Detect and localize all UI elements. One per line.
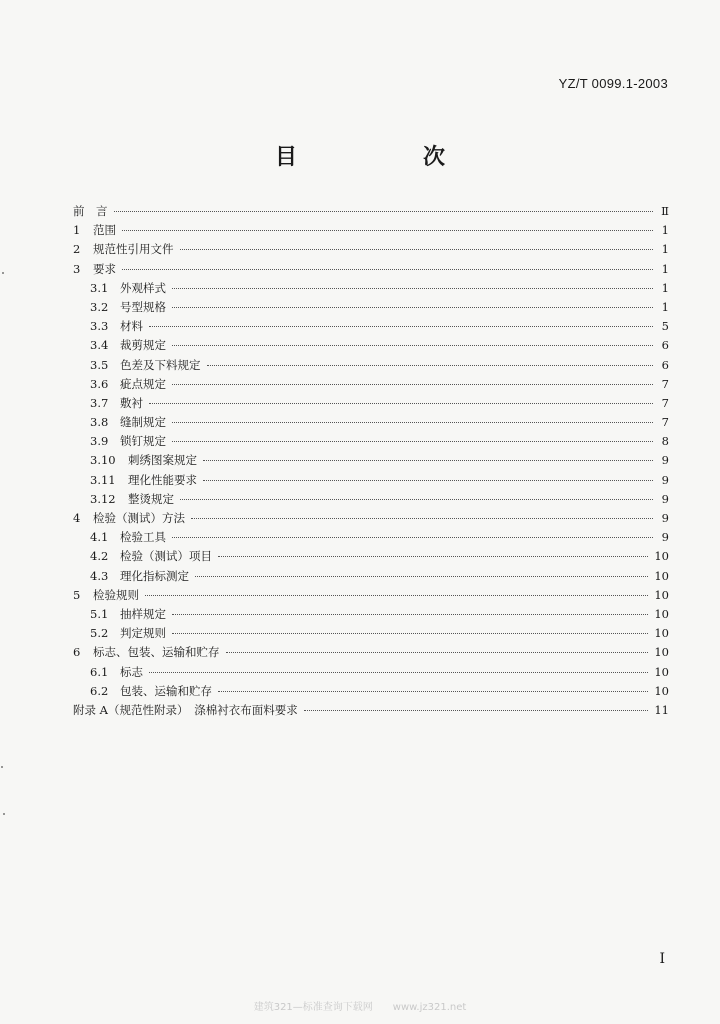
toc-dot-leader — [195, 576, 648, 577]
scan-speck — [3, 813, 5, 815]
scan-speck — [1, 766, 3, 768]
toc-entry-page: 9 — [661, 491, 669, 506]
toc-entry-page: 10 — [654, 645, 669, 660]
toc-entry[interactable] — [73, 336, 669, 355]
toc-dot-leader — [149, 326, 653, 327]
toc-entry[interactable] — [73, 375, 669, 394]
toc-entry-page: 9 — [661, 530, 669, 545]
toc-entry[interactable] — [73, 567, 669, 586]
toc-entry-title: 判定规则 — [120, 626, 166, 641]
toc-entry-number: 3.4 — [90, 338, 109, 353]
toc-entry[interactable] — [73, 509, 669, 528]
toc-entry-page: 1 — [661, 280, 669, 295]
toc-entry-title: 要求 — [93, 261, 116, 276]
toc-entry-number: 6.1 — [90, 664, 109, 679]
toc-entry-title: 材料 — [120, 319, 143, 334]
toc-entry-page: 7 — [661, 395, 669, 410]
toc-entry-number: 3.5 — [90, 357, 109, 372]
toc-dot-leader — [172, 422, 653, 423]
toc-entry[interactable] — [73, 356, 669, 375]
toc-entry-title: 裁剪规定 — [120, 338, 166, 353]
toc-entry-title: 色差及下料规定 — [120, 357, 201, 372]
toc-entry-page: 10 — [654, 664, 669, 679]
toc-entry-number: 3 — [73, 261, 81, 276]
toc-entry-title: 刺绣图案规定 — [128, 453, 197, 468]
toc-entry-title: 缝制规定 — [120, 415, 166, 430]
toc-dot-leader — [172, 307, 653, 308]
toc-entry[interactable] — [73, 586, 669, 605]
toc-entry-title: 敷衬 — [120, 395, 143, 410]
toc-entry-page: 9 — [661, 511, 669, 525]
toc-entry-page: 10 — [654, 549, 669, 564]
toc-entry-page: 10 — [654, 587, 669, 602]
toc-entry-number: 5.2 — [90, 626, 109, 641]
toc-dot-leader — [218, 691, 648, 692]
toc-entry-title: 检验（测试）项目 — [120, 549, 212, 564]
toc-entry-title: 检验（测试）方法 — [93, 511, 185, 525]
toc-dot-leader — [203, 480, 653, 481]
toc-entry-title: 标志、包装、运输和贮存 — [93, 645, 220, 660]
toc-entry-page: 7 — [661, 376, 669, 391]
toc-dot-leader — [218, 556, 648, 557]
page-title: 目 次 — [274, 144, 497, 170]
toc-entry-number: 5.1 — [90, 606, 109, 621]
toc-entry-number: 3.6 — [90, 376, 109, 391]
toc-entry-number: 3.8 — [90, 415, 109, 430]
toc-entry[interactable] — [73, 298, 669, 317]
toc-dot-leader — [172, 633, 648, 634]
toc-entry[interactable] — [73, 490, 669, 509]
toc-entry-number: 3.1 — [90, 280, 109, 295]
toc-entry[interactable] — [73, 260, 669, 279]
toc-entry-title: 外观样式 — [120, 280, 166, 295]
watermark: 建筑321—标准查询下载网 www.jz321.net — [253, 1002, 467, 1013]
toc-dot-leader — [172, 614, 648, 615]
toc-dot-leader — [149, 672, 648, 673]
toc-entry-page: 9 — [661, 453, 669, 468]
toc-entry-page: 1 — [661, 299, 669, 314]
toc-entry-title: 抽样规定 — [120, 606, 166, 621]
toc-dot-leader — [172, 288, 653, 289]
toc-entry-title: 范围 — [93, 223, 116, 238]
toc-entry[interactable] — [73, 279, 669, 298]
toc-entry-number: 1 — [73, 223, 81, 238]
toc-entry-title: 标志 — [120, 664, 143, 679]
toc-entry-page: 6 — [661, 338, 669, 353]
toc-entry-title: 包装、运输和贮存 — [120, 683, 212, 698]
toc-entry-number: 3.11 — [90, 472, 116, 487]
toc-entry-title: 疵点规定 — [120, 376, 166, 391]
toc-entry-page: 10 — [654, 606, 669, 621]
toc-entry-number: 4 — [73, 511, 81, 525]
toc-entry-page: 9 — [661, 472, 669, 487]
toc-entry[interactable] — [73, 605, 669, 624]
toc-entry-number: 6.2 — [90, 683, 109, 698]
standard-code: YZ/T 0099.1-2003 — [558, 76, 668, 91]
toc-entry-page: 10 — [654, 626, 669, 641]
toc-dot-leader — [149, 403, 653, 404]
toc-dot-leader — [172, 537, 653, 538]
toc-entry-title: 锁钉规定 — [120, 434, 166, 449]
toc-dot-leader — [114, 211, 654, 212]
toc-entry-title: 附录 A（规范性附录） 涤棉衬衣布面料要求 — [73, 702, 298, 717]
toc-entry[interactable] — [73, 451, 669, 470]
toc-dot-leader — [145, 595, 648, 596]
toc-entry-page: 1 — [661, 242, 669, 257]
toc-entry-number: 3.2 — [90, 299, 109, 314]
toc-entry[interactable] — [73, 547, 669, 566]
toc-entry-page: 11 — [654, 702, 669, 717]
toc-entry-page: 8 — [661, 434, 669, 449]
toc-entry[interactable] — [73, 701, 669, 720]
toc-dot-leader — [226, 652, 649, 653]
toc-dot-leader — [203, 460, 653, 461]
toc-dot-leader — [180, 499, 653, 500]
toc-entry[interactable] — [73, 202, 669, 221]
toc-entry[interactable] — [73, 317, 669, 336]
toc-entry-number: 4.1 — [90, 530, 109, 545]
toc-entry[interactable] — [73, 240, 669, 259]
toc-entry-title: 号型规格 — [120, 299, 166, 314]
toc-entry-number: 2 — [73, 242, 81, 257]
toc-entry-number: 4.2 — [90, 549, 109, 564]
toc-entry-page: 6 — [661, 357, 669, 372]
toc-entry-page: 1 — [661, 223, 669, 238]
toc-entry-page: 10 — [654, 683, 669, 698]
table-of-contents — [73, 202, 669, 720]
toc-entry-page: 5 — [661, 319, 669, 334]
toc-entry-title: 检验工具 — [120, 530, 166, 545]
toc-entry-title: 整烫规定 — [128, 491, 174, 506]
toc-entry[interactable] — [73, 663, 669, 682]
page-number: I — [659, 951, 665, 967]
toc-dot-leader — [207, 365, 654, 366]
toc-dot-leader — [172, 384, 653, 385]
toc-entry[interactable] — [73, 643, 669, 662]
toc-entry-page: 7 — [661, 415, 669, 430]
toc-dot-leader — [304, 710, 649, 711]
toc-dot-leader — [122, 230, 653, 231]
toc-entry-number: 3.12 — [90, 491, 116, 506]
toc-entry-page: 10 — [654, 568, 669, 583]
toc-entry-title: 前 言 — [73, 204, 108, 218]
toc-entry-page: Ⅱ — [661, 204, 669, 218]
toc-entry[interactable] — [73, 432, 669, 451]
toc-entry-number: 3.10 — [90, 453, 116, 468]
toc-entry[interactable] — [73, 394, 669, 413]
toc-entry[interactable] — [73, 624, 669, 643]
toc-dot-leader — [191, 518, 653, 519]
toc-dot-leader — [122, 269, 653, 270]
toc-entry-title: 理化性能要求 — [128, 472, 197, 487]
toc-entry[interactable] — [73, 528, 669, 547]
toc-dot-leader — [180, 249, 654, 250]
toc-entry-number: 3.3 — [90, 319, 109, 334]
toc-entry-title: 检验规则 — [93, 587, 139, 602]
toc-entry[interactable] — [73, 471, 669, 490]
toc-dot-leader — [172, 345, 653, 346]
toc-entry-page: 1 — [661, 261, 669, 276]
toc-entry[interactable] — [73, 413, 669, 432]
scan-speck — [2, 272, 4, 274]
toc-entry-number: 4.3 — [90, 568, 109, 583]
toc-entry[interactable] — [73, 221, 669, 240]
toc-entry-number: 3.9 — [90, 434, 109, 449]
toc-entry[interactable] — [73, 682, 669, 701]
toc-dot-leader — [172, 441, 653, 442]
toc-entry-number: 6 — [73, 645, 81, 660]
toc-entry-title: 理化指标测定 — [120, 568, 189, 583]
toc-entry-number: 5 — [73, 587, 81, 602]
toc-entry-number: 3.7 — [90, 395, 109, 410]
toc-entry-title: 规范性引用文件 — [93, 242, 174, 257]
